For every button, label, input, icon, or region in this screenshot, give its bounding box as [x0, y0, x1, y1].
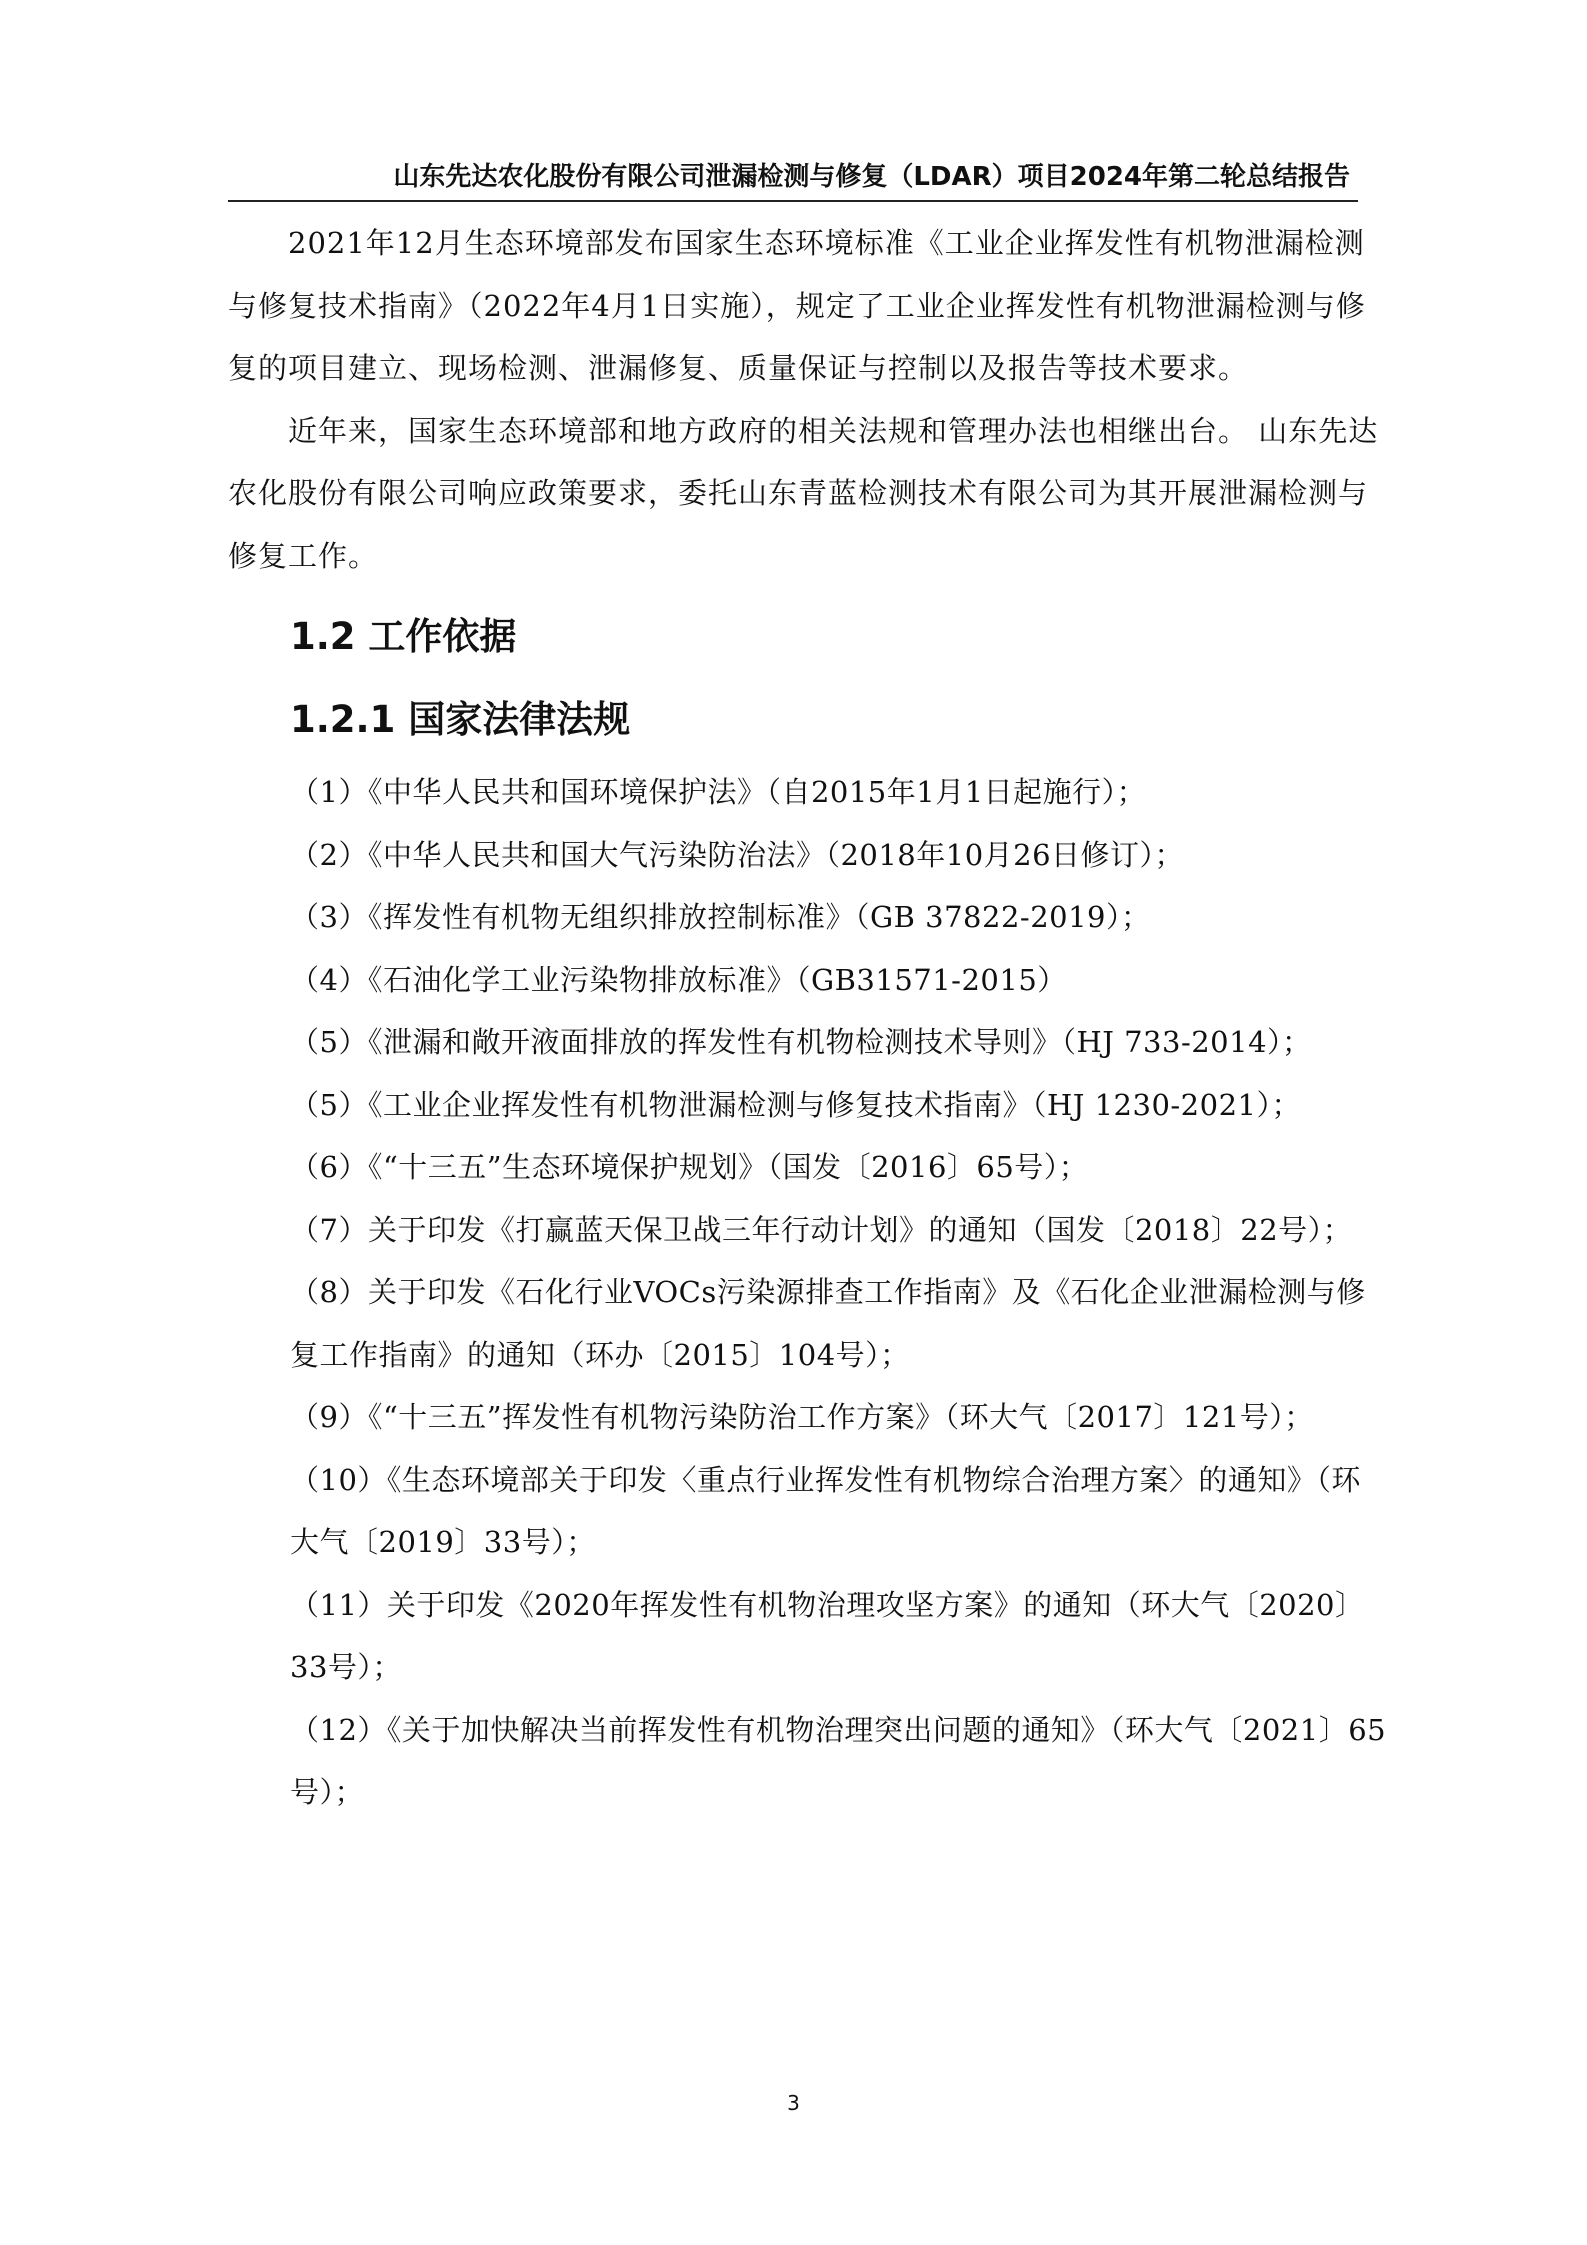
section-heading-work-basis: 1.2 工作依据: [290, 615, 517, 658]
subsection-heading-national-laws: 1.2.1 国家法律法规: [290, 698, 631, 741]
list-item: （5）《工业企业挥发性有机物泄漏检测与修复技术指南》（HJ 1230-2021）；: [290, 1087, 1301, 1122]
page-body: [228, 212, 1388, 1824]
list-item: （5）《泄漏和敞开液面排放的挥发性有机物检测技术导则》（HJ 733-2014）；: [290, 1025, 1312, 1059]
page-number: 3: [787, 2091, 800, 2115]
list-item: （12）《关于加快解决当前挥发性有机物治理突出问题的通知》（环大气〔2021〕65号）；: [290, 1712, 1387, 1809]
laws-list: [228, 761, 1388, 1824]
list-item: （10）《生态环境部关于印发〈重点行业挥发性有机物综合治理方案〉的通知》（环大气〔2019〕33号）；: [290, 1462, 1361, 1559]
list-item: （6）《“十三五”生态环境保护规划》（国发〔2016〕65号）；: [290, 1150, 1089, 1184]
running-header: 山东先达农化股份有限公司泄漏检测与修复（LDAR）项目2024年第二轮总结报告: [393, 162, 1350, 192]
paragraph-standard-release: 2021年12月生态环境部发布国家生态环境标准《工业企业挥发性有机物泄漏检测与修复技术指南》（2022年4月1日实施），规定了工业企业挥发性有机物泄漏检测与修复的项目建立、现场检测、泄漏修复、质量保证与控制以及报告等技术要求。: [228, 226, 1366, 385]
paragraph-commission: 近年来，国家生态环境部和地方政府的相关法规和管理办法也相继出台。 山东先达农化股份有限公司响应政策要求，委托山东青蓝检测技术有限公司为其开展泄漏检测与修复工作。: [228, 413, 1379, 573]
header-rule: [228, 200, 1358, 202]
list-item: （3）《挥发性有机物无组织排放控制标准》（GB 37822-2019）；: [290, 900, 1151, 934]
list-item: （9）《“十三五”挥发性有机物污染防治工作方案》（环大气〔2017〕121号）；: [290, 1400, 1314, 1434]
list-item: （4）《石油化学工业污染物排放标准》（GB31571-2015）: [290, 962, 1067, 997]
list-item: （8）关于印发《石化行业VOCs污染源排查工作指南》及《石化企业泄漏检测与修复工作指南》的通知（环办〔2015〕104号）；: [290, 1275, 1366, 1372]
list-item: （11）关于印发《2020年挥发性有机物治理攻坚方案》的通知（环大气〔2020〕33号）；: [290, 1587, 1365, 1684]
list-item: （2）《中华人民共和国大气污染防治法》（2018年10月26日修订）；: [290, 837, 1185, 872]
list-item: （1）《中华人民共和国环境保护法》（自2015年1月1日起施行）；: [290, 775, 1147, 809]
list-item: （7）关于印发《打赢蓝天保卫战三年行动计划》的通知（国发〔2018〕22号）；: [290, 1212, 1353, 1247]
